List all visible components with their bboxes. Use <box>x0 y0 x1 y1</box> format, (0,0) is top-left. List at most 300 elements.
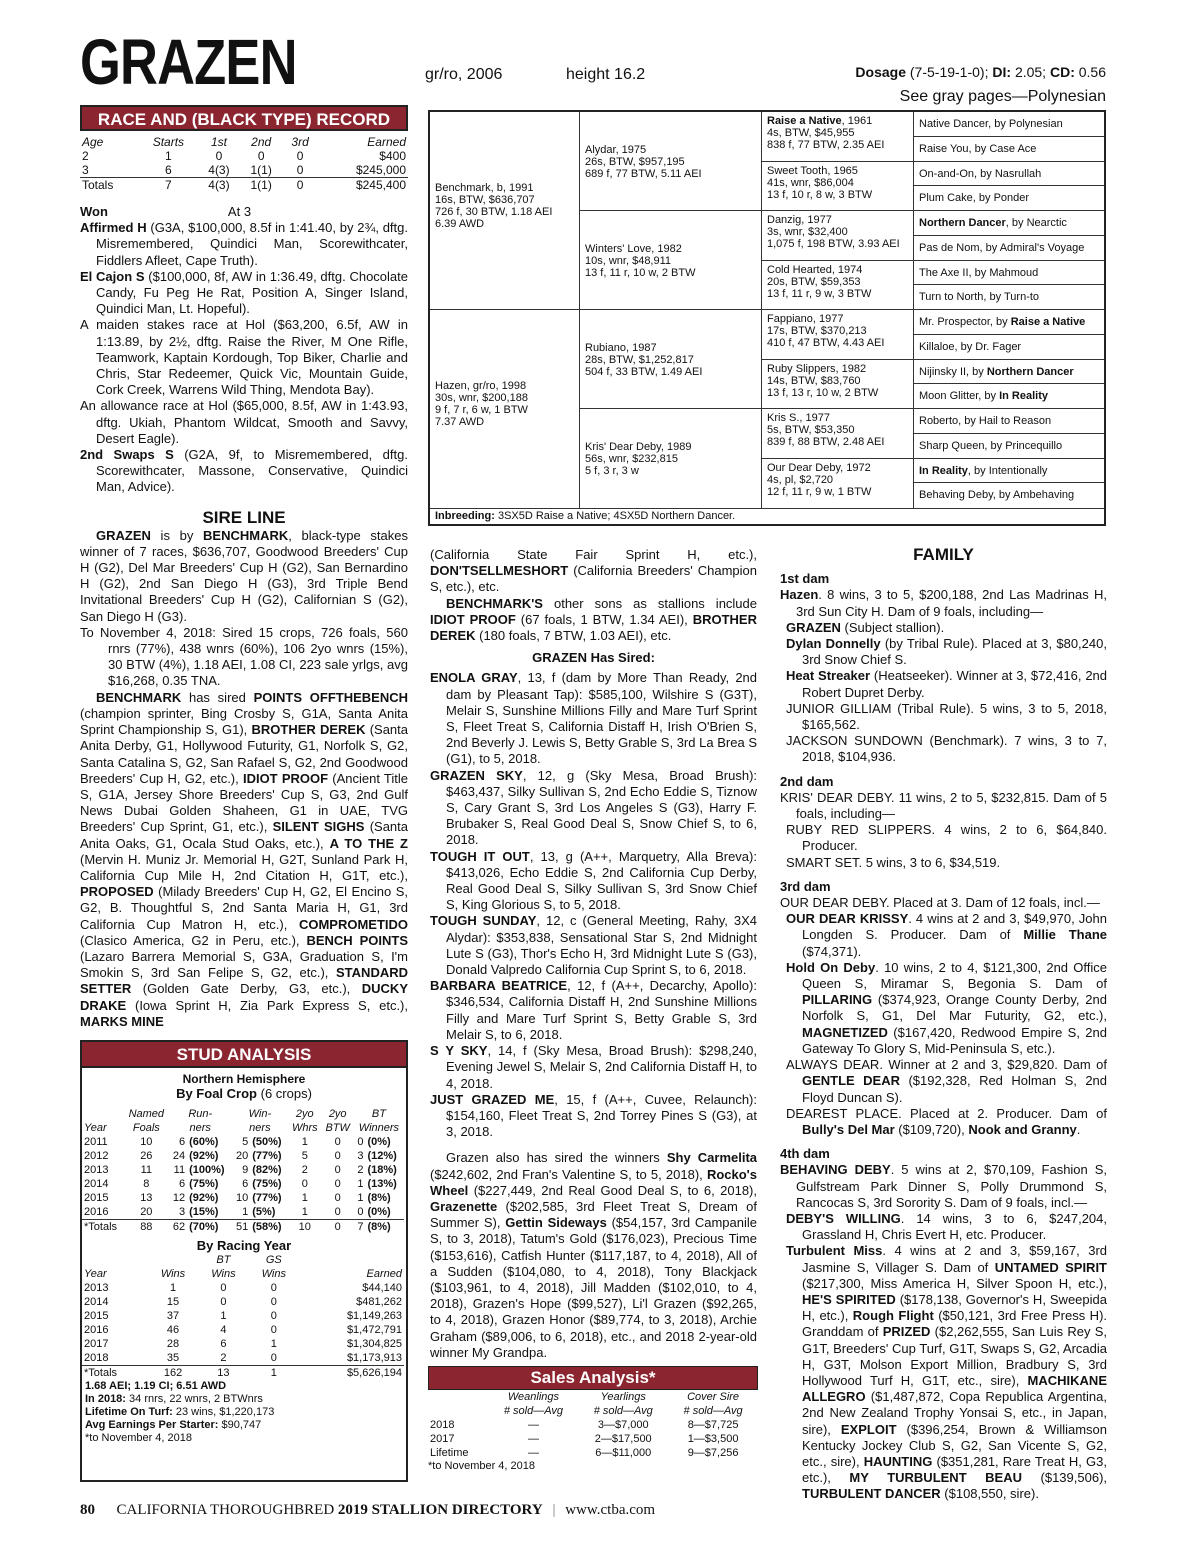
pedigree-line: Danzig, 1977 <box>767 214 832 226</box>
dam1-label: 1st dam <box>780 571 830 587</box>
stud-row <box>82 1149 404 1163</box>
stud-header-cell: 2yo <box>328 1108 347 1120</box>
stud-cell: 20 <box>140 1206 153 1218</box>
turf-line: Lifetime On Turf: 23 wins, $1,220,173 <box>85 1406 275 1418</box>
stud-cell: 24 <box>172 1150 186 1162</box>
stud-header-cell: Whrs <box>291 1122 318 1134</box>
pedigree-gen3 <box>762 261 914 311</box>
sales-note: *to November 4, 2018 <box>428 1460 536 1472</box>
stud-cell: (100%) <box>189 1164 225 1176</box>
pedigree-gen3 <box>762 112 914 162</box>
stud-cell: 1 <box>301 1136 308 1148</box>
pedigree-gen3 <box>762 409 914 459</box>
racing-year-cell: 35 <box>166 1352 180 1364</box>
sales-header-cell: # sold—Avg <box>683 1405 743 1417</box>
racing-year-cell: Earned <box>366 1268 402 1280</box>
pedigree-line: 16s, BTW, $636,707 <box>435 194 535 206</box>
racing-year-cell: GS <box>265 1254 282 1266</box>
stud-cell: *Totals <box>84 1221 118 1233</box>
race-record-cell: 4(3) <box>208 163 230 177</box>
race-record-row <box>80 149 408 163</box>
stud-cell: 2014 <box>84 1178 109 1190</box>
racing-year-table <box>82 1253 404 1380</box>
race-record-table <box>80 135 408 192</box>
has-sired-title: GRAZEN Has Sired: <box>532 650 655 666</box>
win-item: A maiden stakes race at Hol ($63,200, 6.5f, AW in 1:13.89, by 2½, dftg. Raise the River, M One Rifle, Teamwork, Kaptain Kordough, Top Biker, Charlie and Chris, Star Redeemer, Quick Vic, Mountain Guide, Cork Creek, Warrens Wild Thing, Mendota Bay). <box>80 317 408 398</box>
racing-year-row <box>82 1309 404 1323</box>
racing-year-row <box>82 1267 404 1281</box>
pedigree-line: Kris S., 1977 <box>767 412 830 424</box>
pedigree-gen4: Behaving Deby, by Ambehaving <box>919 489 1075 502</box>
racing-year-cell: 1 <box>270 1338 277 1350</box>
sales-cell: 6—$11,000 <box>595 1447 652 1459</box>
stud-cell: 10 <box>235 1192 249 1204</box>
website-link[interactable]: www.ctba.com <box>565 1502 656 1518</box>
stud-row <box>82 1220 404 1235</box>
racing-year-cell <box>148 1253 198 1267</box>
race-record-cell: 0 <box>215 149 223 163</box>
racing-year-cell: $1,173,913 <box>346 1352 402 1364</box>
stud-cell: 51 <box>235 1221 249 1233</box>
race-record-cell: 6 <box>165 163 172 177</box>
racing-year-cell: $1,472,791 <box>346 1324 402 1336</box>
sales-cell: — <box>527 1419 539 1431</box>
racing-year-cell: 37 <box>166 1310 180 1322</box>
stud-cell: 8 <box>143 1178 150 1190</box>
pedigree-gen2 <box>580 310 762 409</box>
pedigree-gen4: Plum Cake, by Ponder <box>914 186 1104 211</box>
racing-year-row <box>82 1351 404 1366</box>
stud-cell: (50%) <box>252 1136 282 1148</box>
pedigree-line: Our Dear Deby, 1972 <box>767 461 871 474</box>
stud-cell: (0%) <box>367 1136 391 1148</box>
stud-cell: 10 <box>298 1221 311 1233</box>
foal-crop-table <box>82 1107 404 1234</box>
stud-cell: 0 <box>334 1221 341 1233</box>
page-number: 80 <box>80 1502 95 1518</box>
racing-year-cell: 46 <box>166 1324 180 1336</box>
pedigree-line: 20s, BTW, $59,353 <box>767 275 861 288</box>
pedigree-line: 28s, BTW, $1,252,817 <box>585 354 694 366</box>
race-record-header: 1st <box>210 135 227 149</box>
pedigree-line: 6.39 AWD <box>435 218 485 230</box>
stud-cell: 0 <box>334 1164 341 1176</box>
aei-line: 1.68 AEI; 1.19 CI; 6.51 AWD <box>85 1380 227 1392</box>
sales-header-cell: Yearlings <box>600 1391 646 1403</box>
pedigree-sire <box>430 112 580 310</box>
stud-header-row <box>82 1121 404 1135</box>
stallion-name: GRAZEN <box>80 26 297 98</box>
stud-cell: 11 <box>173 1164 186 1176</box>
racing-year-cell: $1,304,825 <box>346 1338 402 1350</box>
race-record-cell: 0 <box>257 149 265 163</box>
stud-cell: 26 <box>140 1150 153 1162</box>
racing-year-cell: 0 <box>270 1352 277 1364</box>
race-record-header: Age <box>82 135 104 149</box>
race-record-cell: 0 <box>296 149 304 163</box>
racing-year-cell: 0 <box>220 1296 227 1308</box>
stud-cell: 13 <box>140 1192 153 1204</box>
color-year: gr/ro, 2006 <box>425 66 503 83</box>
offspring-item: S Y SKY, 14, f (Sky Mesa, Broad Brush): $298,240, Evening Jewel S, Melair S, 2nd California Distaff H, to 4, 2018. <box>430 1043 758 1091</box>
pedigree-gen4: On-and-On, by Nasrullah <box>914 162 1104 187</box>
offspring-item: JUST GRAZED ME, 15, f (A++, Cuvee, Relaunch): $154,160, Fleet Treat S, 2nd Torrey Pines S (G3), at 3, 2018. <box>430 1091 757 1140</box>
offspring-item: GRAZEN SKY, 12, g (Sky Mesa, Broad Brush): $463,437, Silky Sullivan S, 2nd Echo Eddie S, Tiznow S, Cary Grant S, 3rd Los Angeles S (G3), Harry F. Brubaker S, Real Good Deal S, Snow Chief S, to 6, 2018. <box>430 767 758 848</box>
stud-cell: 2013 <box>84 1164 109 1176</box>
stud-cell: (8%) <box>367 1221 391 1233</box>
pedigree-line: 689 f, 77 BTW, 5.11 AEI <box>585 168 702 180</box>
racing-year-cell: 1 <box>220 1310 227 1322</box>
racing-year-cell: 2017 <box>84 1338 109 1350</box>
stud-cell: 3 <box>178 1206 186 1218</box>
racing-year-cell: 0 <box>270 1282 277 1294</box>
racing-year-cell <box>299 1253 404 1267</box>
pedigree-line: 41s, wnr, $86,004 <box>767 176 854 189</box>
pedigree-gen3 <box>762 459 914 509</box>
pedigree-gen2 <box>580 409 762 508</box>
stud-header-cell: 2yo <box>295 1108 314 1120</box>
pedigree-line: 13 f, 11 r, 10 w, 2 BTW <box>585 267 696 279</box>
sales-row <box>428 1446 758 1460</box>
stud-cell: (15%) <box>189 1206 219 1218</box>
stud-cell: 20 <box>235 1150 249 1162</box>
sales-cell: — <box>527 1433 539 1445</box>
stud-row <box>82 1163 404 1177</box>
stud-header-cell: Winners <box>358 1122 400 1134</box>
racing-year-cell: 6 <box>220 1338 227 1350</box>
pedigree-line: 4s, pl, $2,720 <box>767 473 834 486</box>
sales-table <box>428 1390 758 1460</box>
pedigree-chart <box>428 110 1106 526</box>
race-record-cell: $245,400 <box>355 178 406 192</box>
race-record-row <box>80 163 408 178</box>
stud-cell: 10 <box>140 1136 153 1148</box>
race-record-row <box>80 178 408 193</box>
racing-year-cell: $1,149,263 <box>346 1310 402 1322</box>
stud-header-cell: ners <box>249 1122 271 1134</box>
pedigree-gen4: Pas de Nom, by Admiral's Voyage <box>914 236 1104 261</box>
racing-year-cell: 1 <box>270 1367 277 1379</box>
pedigree-line: 14s, BTW, $83,760 <box>767 374 861 387</box>
sales-header-cell: Weanlings <box>507 1391 560 1403</box>
racing-year-cell: 2015 <box>84 1310 109 1322</box>
pedigree-line: 7.37 AWD <box>435 416 485 428</box>
stud-row <box>82 1177 404 1191</box>
sales-cell: Lifetime <box>430 1447 469 1459</box>
pedigree-line: Fappiano, 1977 <box>767 313 844 325</box>
race-record-header: 2nd <box>251 135 272 149</box>
stud-row <box>82 1191 404 1205</box>
pedigree-line: 10s, wnr, $48,911 <box>585 255 672 267</box>
dam4-label: 4th dam <box>780 1146 830 1162</box>
stud-cell: 6 <box>178 1178 186 1190</box>
dosage-line: Dosage (7-5-19-1-0); DI: 2.05; CD: 0.56 <box>855 64 1106 80</box>
pedigree-gen3 <box>762 310 914 360</box>
pedigree-line: Kris' Dear Deby, 1989 <box>585 441 692 453</box>
pedigree-line: Rubiano, 1987 <box>585 342 657 354</box>
pedigree-dam <box>430 310 580 508</box>
pedigree-line: Winters' Love, 1982 <box>585 243 682 255</box>
stud-cell: 0 <box>357 1206 364 1218</box>
wins-list: Won At 3 Affirmed H (G3A, $100,000, 8.5f in 1:41.40, by 2¾, dftg. Misremembered, Quindici Man, Scorewithcater, Fiddlers Afleet, Cape Truth). El Cajon S ($100,000, 8f, AW in 1:36.49, dftg. Chocolate Candy, Fu Peg He Rat, Position A, Singer Island, Quindici Man, Lt. Hopeful). A maiden stakes race at Hol ($63,200, 6.5f, AW in 1:13.89, by 2½, dftg. Raise the River, M One Rifle, Teamwork, Kaptain Kordough, Top Biker, Charlie and Chris, Star Redeemer, Quick Vic, Mountain Guide, Cork Creek, Warrens Wild Thing, Mendota Bay). An allowance race at Hol ($65,000, 8.5f, AW in 1:43.93, dftg. Ukiah, Phantom Wildcat, Smooth and Savvy, Desert Eagle). 2nd Swaps S (G2A, 9f, to Misremembered, dftg. Scorewithcater, Massone, Conservative, Quindici Man, Advice). <box>80 204 408 495</box>
pedigree-line: Cold Hearted, 1974 <box>767 263 863 276</box>
stud-cell: 0 <box>334 1150 341 1162</box>
race-record-cell: Totals <box>82 178 114 192</box>
racing-year-cell: Wins <box>211 1268 236 1280</box>
racing-year-cell: 162 <box>163 1367 183 1379</box>
by-foal-crop: By Foal Crop (6 crops) <box>176 1086 312 1101</box>
racing-year-cell: Year <box>84 1268 107 1280</box>
pedigree-line: 30s, wnr, $200,188 <box>435 392 528 404</box>
racing-year-cell: 2 <box>220 1352 227 1364</box>
stud-cell: 7 <box>357 1221 364 1233</box>
racing-year-cell: 28 <box>166 1338 180 1350</box>
stud-analysis-banner: STUD ANALYSIS <box>82 1042 406 1068</box>
sales-cell <box>428 1390 489 1404</box>
racing-year-cell: 2014 <box>84 1296 109 1308</box>
win-item: An allowance race at Hol ($65,000, 8.5f, AW in 1:43.93, dftg. Ukiah, Phantom Wildcat, Smooth and Savvy, Desert Eagle). <box>80 398 408 446</box>
racing-year-cell: 0 <box>220 1282 227 1294</box>
stud-cell: 2015 <box>84 1192 109 1204</box>
pedigree-line: 26s, BTW, $957,195 <box>585 156 685 168</box>
sales-cell: 2—$17,500 <box>594 1433 652 1445</box>
page-footer <box>80 1502 655 1519</box>
stud-row <box>82 1135 404 1149</box>
race-record-cell: 1 <box>165 149 172 163</box>
race-record-cell: 0 <box>296 163 304 177</box>
stud-header-cell: Run- <box>188 1108 213 1120</box>
height: height 16.2 <box>566 66 646 83</box>
stud-note: *to November 4, 2018 <box>85 1432 193 1444</box>
stud-cell: 3 <box>357 1150 364 1162</box>
stud-cell: 12 <box>172 1192 186 1204</box>
stud-cell: 2012 <box>84 1150 109 1162</box>
stud-cell: (58%) <box>252 1221 282 1233</box>
pedigree-gen3 <box>762 162 914 212</box>
sales-cell: 9—$7,256 <box>687 1447 739 1459</box>
stud-cell: (13%) <box>367 1178 397 1190</box>
directory-title: 2019 STALLION DIRECTORY <box>337 1502 543 1518</box>
racing-year-cell: 15 <box>166 1296 180 1308</box>
stud-cell: (82%) <box>252 1164 282 1176</box>
avg-earnings-line: Avg Earnings Per Starter: $90,747 <box>85 1419 262 1431</box>
racing-year-cell: Wins <box>160 1268 186 1280</box>
stud-cell: (8%) <box>367 1192 391 1204</box>
sales-header-cell: # sold—Avg <box>593 1405 653 1417</box>
stud-header-cell: Year <box>84 1122 107 1134</box>
offspring-item: ENOLA GRAY, 13, f (dam by More Than Ready, 2nd dam by Pleasant Tap): $585,100, Wilshire S (G3T), Melair S, Sunshine Millions Filly and Mare Turf Sprint S, Fleet Treat S, California Distaff H, Irish O'Brien S, 2nd Beverly J. Lewis S, Betty Grable S, 3rd La Brea S (G1), to 5, 2018. <box>430 670 758 767</box>
race-record-cell: 1(1) <box>250 178 272 192</box>
stud-cell: 1 <box>357 1192 364 1204</box>
stud-cell: 2016 <box>84 1206 109 1218</box>
pedigree-line: 12 f, 11 r, 9 w, 1 BTW <box>767 485 872 498</box>
offspring-item: BARBARA BEATRICE, 12, f (A++, Decarchy, Apollo): $346,534, California Distaff H, 2nd Sunshine Millions Filly and Mare Turf Sprint S, Betty Grable S, 3rd Melair S, to 6, 2018. <box>430 978 757 1042</box>
pedigree-line: 1,075 f, 198 BTW, 3.93 AEI <box>767 238 900 250</box>
sales-cell: 1—$3,500 <box>687 1433 739 1445</box>
stud-cell: (0%) <box>367 1206 391 1218</box>
stud-cell: (75%) <box>252 1178 282 1190</box>
race-record-header: Earned <box>367 135 406 149</box>
racing-year-cell: 0 <box>270 1296 277 1308</box>
pedigree-line: 4s, BTW, $45,955 <box>767 127 855 139</box>
race-record-banner: RACE AND (BLACK TYPE) RECORD <box>80 105 408 131</box>
pedigree-gen4: Raise You, by Case Ace <box>914 137 1104 162</box>
stud-cell: (92%) <box>189 1192 219 1204</box>
sales-row <box>428 1418 758 1432</box>
stud-cell: 1 <box>357 1178 364 1190</box>
offspring-item: TOUGH SUNDAY, 12, c (General Meeting, Rahy, 3X4 Alydar): $353,838, Sensational Star S, 2nd Midnight Lute S (G3), Thor's Echo H, 3rd Midnight Lute S (G3), Donald Valpredo California Cup Sprint S, to 6, 2018. <box>430 913 757 978</box>
pedigree-line: 726 f, 30 BTW, 1.18 AEI <box>435 206 553 218</box>
stud-cell: 2011 <box>84 1136 108 1148</box>
pedigree-line: 17s, BTW, $370,213 <box>767 325 867 337</box>
racing-year-row <box>82 1253 404 1267</box>
stud-row <box>82 1205 404 1220</box>
racing-year-cell: BT <box>216 1254 231 1266</box>
stud-header-cell <box>82 1107 124 1121</box>
stud-cell: (70%) <box>189 1221 219 1233</box>
stud-cell: 62 <box>172 1221 186 1233</box>
publication: CALIFORNIA THOROUGHBRED <box>116 1502 335 1518</box>
pedigree-gen4: Northern Dancer, by Nearctic <box>914 211 1104 236</box>
sire-line-title: SIRE LINE <box>202 507 286 527</box>
pedigree-gen4: Moon Glitter, by In Reality <box>914 384 1104 409</box>
racing-year-cell: 2013 <box>84 1282 109 1294</box>
race-record-cell: 0 <box>296 178 304 192</box>
stud-cell: (77%) <box>252 1192 282 1204</box>
stud-cell: (60%) <box>189 1136 219 1148</box>
stud-cell: 0 <box>334 1206 341 1218</box>
pedigree-gen3 <box>762 360 914 410</box>
sales-cell: 8—$7,725 <box>687 1419 739 1431</box>
stud-cell: 1 <box>242 1206 249 1218</box>
pedigree-line: Benchmark, b, 1991 <box>435 182 534 194</box>
stud-cell: 0 <box>301 1178 308 1190</box>
offspring-item: TOUGH IT OUT, 13, g (A++, Marquetry, Alla Breva): $413,026, Echo Eddie S, 2nd California Cup Derby, Real Good Deal S, Silky Sullivan S, 3rd Snow Chief S, King Glorious S, to 5, 2018. <box>430 848 757 913</box>
pedigree-line: Alydar, 1975 <box>585 144 647 156</box>
racing-year-cell: 0 <box>270 1310 277 1322</box>
race-record-cell: 4(3) <box>208 178 230 192</box>
racing-year-cell: $44,140 <box>362 1282 402 1294</box>
pedigree-line: Raise a Native, 1961 <box>767 115 873 127</box>
race-record-cell: $245,000 <box>355 163 406 177</box>
race-record-section <box>80 105 408 1030</box>
pedigree-gen4: Killaloe, by Dr. Fager <box>914 335 1104 360</box>
racing-year-cell: 0 <box>270 1324 277 1336</box>
racing-year-cell: $5,626,194 <box>346 1367 402 1379</box>
stud-cell: 2 <box>301 1164 308 1176</box>
hemisphere: Northern Hemisphere <box>182 1072 306 1086</box>
win-item: 2nd Swaps S (G2A, 9f, to Misremembered, dftg. Scorewithcater, Massone, Conservative, Quindici Man, Advice). <box>80 447 408 495</box>
stud-header-cell: Foals <box>132 1122 160 1134</box>
pedigree-line: 838 f, 77 BTW, 2.35 AEI <box>767 139 885 151</box>
stud-cell: 88 <box>140 1221 153 1233</box>
stud-header-cell: BT <box>371 1108 386 1120</box>
stud-header-cell: ners <box>189 1122 211 1134</box>
stud-header-cell: BTW <box>325 1122 350 1134</box>
sales-cell <box>428 1404 489 1418</box>
pedigree-gen4: Roberto, by Hail to Reason <box>914 409 1104 434</box>
racing-year-row <box>82 1295 404 1309</box>
racing-year-row <box>82 1281 404 1295</box>
stud-cell: (5%) <box>252 1206 276 1218</box>
racing-year-cell: $481,262 <box>356 1296 402 1308</box>
pedigree-line: 5 f, 3 r, 3 w <box>585 465 639 477</box>
in2018-line: In 2018: 34 rnrs, 22 wnrs, 2 BTWnrs <box>85 1393 263 1405</box>
racing-year-row <box>82 1323 404 1337</box>
race-record-cell: 7 <box>165 178 172 192</box>
stud-cell: 2 <box>357 1164 364 1176</box>
pedigree-line: 9 f, 7 r, 6 w, 1 BTW <box>435 404 528 416</box>
pedigree-line: 504 f, 33 BTW, 1.49 AEI <box>585 366 703 378</box>
racing-year-cell <box>82 1253 148 1267</box>
sales-header-cell: Cover Sire <box>687 1391 740 1403</box>
race-record-header: 3rd <box>291 135 309 149</box>
race-record-cell: 2 <box>82 149 89 163</box>
racing-year-cell: 1 <box>169 1282 177 1294</box>
stud-cell: 5 <box>242 1136 249 1148</box>
sales-header-row <box>428 1390 758 1404</box>
pedigree-line: 56s, wnr, $232,815 <box>585 453 678 465</box>
sales-analysis <box>428 1366 758 1472</box>
race-record-cell: 1(1) <box>250 163 272 177</box>
sales-cell: 3—$7,000 <box>597 1419 649 1431</box>
stud-cell: (77%) <box>252 1150 282 1162</box>
dam2-label: 2nd dam <box>780 773 834 789</box>
stud-cell: (75%) <box>189 1178 219 1190</box>
stud-cell: (18%) <box>367 1164 397 1176</box>
stud-cell: 5 <box>301 1150 308 1162</box>
offspring-column: (California State Fair Sprint H, etc.), DON'TSELLMESHORT (California Breeders' Champion S, etc.), etc. BENCHMARK'S other sons as stallions include IDIOT PROOF (67 foals, 1 BTW, 1.34 AEI), BROTHER DEREK (180 foals, 7 BTW, 1.03 AEI), etc. GRAZEN Has Sired: ENOLA GRAY, 13, f (dam by More Than Ready, 2nd dam by Pleasant Tap): $585,100, Wilshire S (G3T), Melair S, Sunshine Millions Filly and Mare Turf Sprint S, Fleet Treat S, California Distaff H, Irish O'Brien S, 2nd Beverly J. Lewis S, Betty Grable S, 3rd La Brea S (G1), to 5, 2018. GRAZEN SKY, 12, g (Sky Mesa, Broad Brush): $463,437, Silky Sullivan S, 2nd Echo Eddie S, Tiznow S, Cary Grant S, 3rd Los Angeles S (G3), Harry F. Brubaker S, Real Good Deal S, Snow Chief S, to 6, 2018. TOUGH IT OUT, 13, g (A++, Marquetry, Alla Breva): $413,026, Echo Eddie S, 2nd California Cup Derby, Real Good Deal S, Silky Sullivan S, 3rd Snow Chief S, King Glorious S, to 5, 2018. TOUGH SUNDAY, 12, c (General Meeting, Rahy, 3X4 Alydar): $353,838, Sensational Star S, 2nd Midnight Lute S (G3), Thor's Echo H, 3rd Midnight Lute S (G3), Donald Valpredo California Cup Sprint S, to 6, 2018. BARBARA BEATRICE, 12, f (A++, Decarchy, Apollo): $346,534, California Distaff H, 2nd Sunshine Millions Filly and Mare Turf Sprint S, Betty Grable S, 3rd Melair S, to 6, 2018. S Y SKY, 14, f (Sky Mesa, Broad Brush): $298,240, Evening Jewel S, Melair S, 2nd California Distaff H, to 4, 2018. JUST GRAZED ME, 15, f (A++, Cuvee, Relaunch): $154,160, Fleet Treat S, 2nd Torrey Pines S (G3), at 3, 2018. Grazen also has sired the winners Shy Carmelita ($242,602, 2nd Fran's Valentine S, to 5, 2018), Rocko's Wheel ($227,449, 2nd Real Good Deal S, to 6, 2018), Grazenette ($202,585, 3rd Fleet Treat S, Dream of Summer S), Gettin Sideways ($54,157, 3rd Campanile S, to 3, 2018), Tatum's Gold ($176,023), Precious Time ($153,616), Catfish Hunter ($117,187, to 4, 2018), All of a Sudden ($104,080, to 4, 2018), Tony Blackjack ($103,961, to 4, 2018), Jill Madden ($102,010, to 4, 2018), Grazen's Hope ($99,527), Li'l Grazen ($92,265, to 4, 2018), Grazen Honor ($89,774, to 3, 2018), Archie Graham ($89,006, to 6, 2018), etc., and 2018 2-year-old winner My Grandpa. <box>430 547 758 1360</box>
stud-header-cell: Named <box>128 1108 165 1120</box>
pedigree-line: 13 f, 11 r, 9 w, 3 BTW <box>767 287 872 300</box>
stud-cell: (12%) <box>367 1150 397 1162</box>
sales-cell: 2018 <box>430 1419 455 1431</box>
pedigree-gen4: Nijinsky II, by Northern Dancer <box>914 360 1104 385</box>
pedigree-line: Hazen, gr/ro, 1998 <box>435 380 527 392</box>
sales-cell: 2017 <box>430 1433 455 1445</box>
by-racing-year: By Racing Year <box>196 1238 292 1253</box>
sales-header-cell: # sold—Avg <box>503 1405 563 1417</box>
stud-cell: 0 <box>357 1136 364 1148</box>
family-column: FAMILY 1st dam Hazen. 8 wins, 3 to 5, $200,188, 2nd Las Madrinas H, 3rd Sun City H. Dam of 9 foals, including— GRAZEN (Subject stallion). Dylan Donnelly (by Tribal Rule). Placed at 3, $80,240, 3rd Snow Chief S. Heat Streaker (Heatseeker). Winner at 3, $72,416, 2nd Robert Dupret Derby. JUNIOR GILLIAM (Tribal Rule). 5 wins, 3 to 5, 2018, $165,562. JACKSON SUNDOWN (Benchmark). 7 wins, 3 to 7, 2018, $104,936. 2nd dam KRIS' DEAR DEBY. 11 wins, 2 to 5, $232,815. Dam of 5 foals, including— RUBY RED SLIPPERS. 4 wins, 2 to 6, $64,840. Producer. SMART SET. 5 wins, 3 to 6, $34,519. 3rd dam OUR DEAR DEBY. Placed at 3. Dam of 12 foals, incl.— OUR DEAR KRISSY. 4 wins at 2 and 3, $49,970, John Longden S. Producer. Dam of Millie Thane ($74,371). Hold On Deby. 10 wins, 2 to 4, $121,300, 2nd Office Queen S, Miramar S, Begonia S. Dam of PILLARING ($374,923, Orange County Derby, 2nd Norfolk S, G1, Del Mar Futurity, G2, etc.), MAGNETIZED ($167,420, Redwood Empire S, 2nd Gateway To Glory S, Mid-Peninsula S, etc.). ALWAYS DEAR. Winner at 2 and 3, $29,820. Dam of GENTLE DEAR ($192,328, Red Holman S, 2nd Floyd Duncan S). DEAREST PLACE. Placed at 2. Producer. Dam of Bully's Del Mar ($109,720), Nook and Granny. 4th dam BEHAVING DEBY. 5 wins at 2, $70,109, Fashion S, Gulfstream Park Dinner S, Polly Drummond S, Rancocas S, 3rd Sorority S. Dam of 9 foals, incl.— DEBY'S WILLING. 14 wins, 3 to 6, $247,204, Grassland H, Chris Evert H, etc. Producer. Turbulent Miss. 4 wins at 2 and 3, $59,167, 3rd Jasmine S, Villager S. Dam of UNTAMED SPIRIT ($217,300, Miss America H, Silver Spoon H, etc.), HE'S SPIRITED ($178,138, Governor's H, Sweepida H, etc.), Rough Flight ($50,121, 3rd Free Press H). Granddam of PRIZED ($2,262,555, San Luis Rey S, G1T, Breeders' Cup Turf, G1T, Swaps S, G2, Arcadia H, G3T, Molson Export Million, Bradbury S, 3rd Hollywood Turf H, G1T, etc., sire), MACHIKANE ALLEGRO ($1,487,872, Copa Republica Argentina, 2nd New Zealand Trophy Yonsai S, etc., in Japan, sire), EXPLOIT ($396,254, Brown & Williamson Kentucky Jockey Club S, G2, San Vicente S, G2, etc., sire), HAUNTING ($351,281, Rare Treat H, G3, etc.), MY TURBULENT BEAU ($139,506), TURBULENT DANCER ($108,550, sire). <box>780 545 1108 1502</box>
racing-year-cell: *Totals <box>84 1367 118 1379</box>
stud-cell: 11 <box>140 1164 153 1176</box>
pedigree-line: 5s, BTW, $53,350 <box>767 424 855 436</box>
stud-cell: 0 <box>334 1136 341 1148</box>
pedigree-line: 410 f, 47 BTW, 4.43 AEI <box>767 337 885 349</box>
pedigree-gen4: Turn to North, by Turn-to <box>914 285 1104 310</box>
racing-year-cell: 4 <box>220 1324 227 1336</box>
footer-separator: | <box>552 1502 556 1518</box>
dam3-label: 3rd dam <box>780 878 831 894</box>
pedigree-line: 13 f, 10 r, 8 w, 3 BTW <box>767 188 873 201</box>
racing-year-cell: Wins <box>261 1268 286 1280</box>
race-record-cell: $400 <box>379 149 406 163</box>
stud-cell: 1 <box>301 1192 308 1204</box>
sales-cell: — <box>527 1447 539 1459</box>
stud-cell: 0 <box>334 1192 341 1204</box>
pedigree-gen2 <box>580 112 762 211</box>
family-title: FAMILY <box>913 545 974 564</box>
stud-cell: 6 <box>242 1178 249 1190</box>
racing-year-cell: 2016 <box>84 1324 109 1336</box>
pedigree-gen4: The Axe II, by Mahmoud <box>914 261 1104 286</box>
stud-cell: 9 <box>242 1164 249 1176</box>
pedigree-gen4: Mr. Prospector, by Raise a Native <box>914 310 1104 335</box>
pedigree-line: Ruby Slippers, 1982 <box>767 362 867 375</box>
sire-line-text: GRAZEN is by BENCHMARK, black-type stakes winner of 7 races, $636,707, Goodwood Breeders' Cup H (G2), Del Mar Breeders' Cup H (G2), San Bernardino H (G2), 2nd San Diego H (G3), 3rd Triple Bend Invitational Breeders' Cup H (G2), Californian S (G2), San Diego H (G3). To November 4, 2018: Sired 15 crops, 726 foals, 560 rnrs (77%), 438 wnrs (60%), 106 2yo wnrs (15%), 30 BTW (4%), 1.18 AEI, 1.08 CI, 223 sale yrlgs, avg $16,268, 0.35 TNA. BENCHMARK has sired POINTS OFFTHEBENCH (champion sprinter, Bing Crosby S, G1A, Santa Anita Sprint Championship S, G1), BROTHER DEREK (Santa Anita Derby, G1, Hollywood Futurity, G1, Norfolk S, G2, Santa Catalina S, G2, San Rafael S, G2, 2nd Goodwood Breeders' Cup H, G2, etc.), IDIOT PROOF (Ancient Title S, G1A, Jersey Shore Breeders' Cup S, G3, 2nd Gulf News Dubai Golden Shaheen, G1 in UAE, TVG Breeders' Cup Sprint, G1, etc.), SILENT SIGHS (Santa Anita Oaks, G1, Ocala Stud Oaks, etc.), A TO THE Z (Mervin H. Muniz Jr. Memorial H, G2T, Sunland Park H, California Cup Mile H, 2nd Citation H, G1T, etc.), PROPOSED (Milady Breeders' Cup H, G2, El Encino S, G2, B. Thoughtful S, 2nd Santa Maria H, G1, 3rd California Cup Matron H, etc.), COMPROMETIDO (Clasico America, G2 in Peru, etc.), BENCH POINTS (Lazaro Barrera Memorial S, G3A, Graduation S, I'm Smokin S, 3rd San Felipe S, G2, etc.), STANDARD SETTER (Golden Gate Derby, G3, etc.), DUCKY DRAKE (Iowa Sprint H, Zia Park Express S, etc.), MARKS MINE <box>80 527 409 1029</box>
racing-year-cell: 2018 <box>84 1352 109 1364</box>
